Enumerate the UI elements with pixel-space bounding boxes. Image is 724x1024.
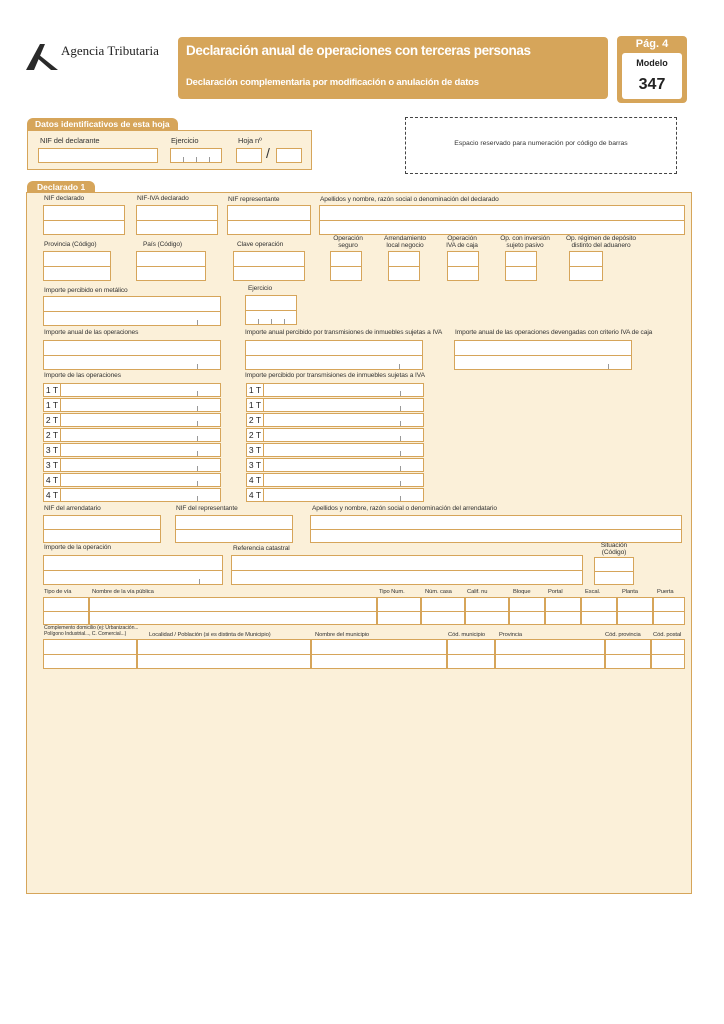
puerta-input[interactable] bbox=[653, 597, 685, 625]
quarter-row-right-6[interactable] bbox=[246, 458, 424, 472]
tipo-num-input[interactable] bbox=[377, 597, 421, 625]
agency-name: Agencia Tributaria bbox=[61, 43, 159, 58]
importe-operacion-input[interactable] bbox=[43, 555, 223, 585]
nif-representante-arr-label: NIF del representante bbox=[176, 505, 238, 512]
referencia-catastral-label: Referencia catastral bbox=[233, 545, 290, 552]
planta-label: Planta bbox=[622, 589, 638, 595]
pais-codigo-label: País (Código) bbox=[143, 241, 183, 248]
situacion-input[interactable] bbox=[594, 557, 634, 585]
declarado-tab: Declarado 1 bbox=[27, 181, 95, 194]
provincia-codigo-label: Provincia (Código) bbox=[44, 241, 97, 248]
agency-logo bbox=[24, 40, 60, 72]
quarter-row-left-6[interactable] bbox=[43, 458, 221, 472]
nif-representante-input[interactable] bbox=[227, 205, 311, 235]
nombre-via-label: Nombre de la vía pública bbox=[92, 589, 154, 595]
cod-provincia-input[interactable] bbox=[605, 639, 651, 669]
localidad-label: Localidad / Población (si es distinta de Municipio) bbox=[149, 632, 271, 638]
arrendamiento-label-2: local negocio bbox=[386, 242, 424, 249]
hoja-total-input[interactable] bbox=[276, 148, 302, 163]
quarter-row-left-2[interactable] bbox=[43, 398, 221, 412]
importe-operaciones-label: Importe de las operaciones bbox=[44, 372, 121, 379]
quarter-row-left-8[interactable] bbox=[43, 488, 221, 502]
quarter-label: 2 T bbox=[43, 428, 61, 442]
localidad-input[interactable] bbox=[137, 639, 311, 669]
hoja-panel bbox=[27, 130, 312, 170]
num-casa-input[interactable] bbox=[421, 597, 465, 625]
quarter-row-right-8[interactable] bbox=[246, 488, 424, 502]
op-inversion-label-2: sujeto pasivo bbox=[506, 242, 544, 249]
municipio-input[interactable] bbox=[311, 639, 447, 669]
nif-iva-label: NIF-IVA declarado bbox=[137, 195, 189, 202]
modelo-number: 347 bbox=[638, 76, 666, 93]
apellidos-arrendatario-input[interactable] bbox=[310, 515, 682, 543]
agency-logo-icon bbox=[24, 40, 60, 72]
arrendamiento-input[interactable] bbox=[388, 251, 420, 281]
importe-anual-caja-label: Importe anual de las operaciones devengadas con criterio IVA de caja bbox=[455, 329, 653, 336]
portal-label: Portal bbox=[548, 589, 563, 595]
cod-municipio-input[interactable] bbox=[447, 639, 495, 669]
num-casa-label: Núm. casa bbox=[425, 589, 452, 595]
quarter-label: 3 T bbox=[246, 458, 264, 472]
title-banner bbox=[178, 37, 608, 99]
op-seguro-label-2: seguro bbox=[338, 242, 358, 249]
importe-operacion-label: Importe de la operación bbox=[44, 544, 111, 551]
quarter-label: 4 T bbox=[43, 488, 61, 502]
op-iva-caja-label-1: Operación bbox=[447, 235, 477, 242]
cod-provincia-label: Cód. provincia bbox=[605, 632, 641, 638]
op-deposito-label-1: Op. régimen de depósito bbox=[566, 235, 636, 242]
cod-municipio-label: Cód. municipio bbox=[448, 632, 485, 638]
declarado-panel bbox=[26, 192, 692, 894]
quarter-row-left-1[interactable] bbox=[43, 383, 221, 397]
portal-input[interactable] bbox=[545, 597, 581, 625]
hoja-number-input[interactable] bbox=[236, 148, 262, 163]
quarter-label: 1 T bbox=[43, 383, 61, 397]
nif-declarado-label: NIF declarado bbox=[44, 195, 85, 202]
provincia-codigo-input[interactable] bbox=[43, 251, 111, 281]
hoja-section-title: Datos identificativos de esta hoja bbox=[27, 118, 178, 131]
quarter-label: 1 T bbox=[43, 398, 61, 412]
referencia-catastral-input[interactable] bbox=[231, 555, 583, 585]
provincia2-label: Provincia bbox=[499, 632, 522, 638]
provincia2-input[interactable] bbox=[495, 639, 605, 669]
quarter-row-left-3[interactable] bbox=[43, 413, 221, 427]
ejercicio-metalico-input[interactable] bbox=[245, 295, 297, 325]
importe-metalico-input[interactable] bbox=[43, 296, 221, 326]
calif-nu-input[interactable] bbox=[465, 597, 509, 625]
ejercicio-label: Ejercicio bbox=[171, 136, 199, 145]
cod-postal-input[interactable] bbox=[651, 639, 685, 669]
op-inversion-label-1: Op. con inversión bbox=[500, 235, 550, 242]
barcode-text: Espacio reservado para numeración por código de barras bbox=[454, 140, 628, 147]
municipio-label: Nombre del municipio bbox=[315, 632, 370, 638]
clave-operacion-label: Clave operación bbox=[237, 241, 284, 248]
tipo-num-label: Tipo Num. bbox=[379, 589, 405, 595]
quarter-label: 2 T bbox=[246, 413, 264, 427]
importe-anual-inmuebles-label: Importe anual percibido por transmisiones de inmuebles sujetas a IVA bbox=[245, 329, 443, 336]
situacion-label-1: Situación bbox=[600, 542, 628, 549]
importe-metalico-label: Importe percibido en metálico bbox=[44, 287, 128, 294]
quarter-label: 3 T bbox=[246, 443, 264, 457]
form-title: Declaración anual de operaciones con terceras personas bbox=[186, 43, 531, 58]
planta-input[interactable] bbox=[617, 597, 653, 625]
ejercicio-metalico-label: Ejercicio bbox=[248, 285, 273, 292]
op-iva-caja-label-2: IVA de caja bbox=[446, 242, 478, 249]
bloque-label: Bloque bbox=[513, 589, 531, 595]
quarter-label: 1 T bbox=[246, 383, 264, 397]
quarter-row-left-7[interactable] bbox=[43, 473, 221, 487]
nif-declarante-label: NIF del declarante bbox=[40, 136, 100, 145]
complemento-label-1: Complemento domicilio (ej: Urbanización... bbox=[44, 625, 139, 631]
importe-inmuebles-label: Importe percibido por transmisiones de inmuebles sujetas a IVA bbox=[245, 372, 425, 379]
clave-operacion-input[interactable] bbox=[233, 251, 305, 281]
quarter-label: 4 T bbox=[43, 473, 61, 487]
apellidos-arrendatario-label: Apellidos y nombre, razón social o denominación del arrendatario bbox=[312, 505, 497, 512]
barcode-area bbox=[405, 117, 677, 174]
quarter-label: 1 T bbox=[246, 398, 264, 412]
modelo-label: Modelo bbox=[636, 58, 668, 68]
apellidos-declarado-input[interactable] bbox=[319, 205, 685, 235]
quarter-label: 2 T bbox=[246, 428, 264, 442]
quarter-row-right-4[interactable] bbox=[246, 428, 424, 442]
quarter-label: 4 T bbox=[246, 473, 264, 487]
nif-representante-label: NIF representante bbox=[228, 196, 280, 203]
op-seguro-label-1: Operación bbox=[333, 235, 363, 242]
quarter-row-right-5[interactable] bbox=[246, 443, 424, 457]
op-iva-caja-input[interactable] bbox=[447, 251, 479, 281]
hoja-number-label: Hoja nº bbox=[238, 136, 262, 145]
nif-arrendatario-label: NIF del arrendatario bbox=[44, 505, 101, 512]
quarter-row-left-4[interactable] bbox=[43, 428, 221, 442]
bloque-input[interactable] bbox=[509, 597, 545, 625]
page-badge bbox=[617, 36, 687, 103]
op-inversion-input[interactable] bbox=[505, 251, 537, 281]
ejercicio-input[interactable] bbox=[170, 148, 222, 163]
situacion-label-2: (Código) bbox=[601, 549, 627, 556]
modelo-box bbox=[622, 53, 682, 99]
nif-iva-input[interactable] bbox=[136, 205, 218, 235]
quarter-label: 3 T bbox=[43, 458, 61, 472]
cod-postal-label: Cód. postal bbox=[653, 632, 682, 638]
apellidos-declarado-label: Apellidos y nombre, razón social o denominación del declarado bbox=[320, 196, 499, 203]
quarter-row-right-3[interactable] bbox=[246, 413, 424, 427]
tipo-via-label: Tipo de vía bbox=[44, 589, 72, 595]
importe-anual-input[interactable] bbox=[43, 340, 221, 370]
complemento-input[interactable] bbox=[43, 639, 137, 669]
escal-input[interactable] bbox=[581, 597, 617, 625]
op-deposito-label-2: distinto del aduanero bbox=[571, 242, 631, 249]
nif-representante-arr-input[interactable] bbox=[175, 515, 293, 543]
calif-nu-label: Calif. nu bbox=[467, 589, 488, 595]
quarter-row-right-7[interactable] bbox=[246, 473, 424, 487]
importe-anual-inmuebles-input[interactable] bbox=[245, 340, 423, 370]
quarter-label: 3 T bbox=[43, 443, 61, 457]
page-number: Pág. 4 bbox=[635, 38, 669, 50]
nif-declarado-input[interactable] bbox=[43, 205, 125, 235]
nif-declarante-input[interactable] bbox=[38, 148, 158, 163]
puerta-label: Puerta bbox=[657, 589, 674, 595]
op-seguro-input[interactable] bbox=[330, 251, 362, 281]
tipo-via-input[interactable] bbox=[43, 597, 89, 625]
op-deposito-input[interactable] bbox=[569, 251, 603, 281]
pais-codigo-input[interactable] bbox=[136, 251, 206, 281]
nif-arrendatario-input[interactable] bbox=[43, 515, 161, 543]
quarter-row-left-5[interactable] bbox=[43, 443, 221, 457]
importe-anual-caja-input[interactable] bbox=[454, 340, 632, 370]
quarter-label: 4 T bbox=[246, 488, 264, 502]
complemento-label-2: Polígono Industrial..., C. Comercial...) bbox=[44, 631, 127, 637]
quarter-label: 2 T bbox=[43, 413, 61, 427]
nombre-via-input[interactable] bbox=[89, 597, 377, 625]
quarter-row-right-1[interactable] bbox=[246, 383, 424, 397]
escal-label: Escal. bbox=[585, 589, 601, 595]
quarter-row-right-2[interactable] bbox=[246, 398, 424, 412]
form-subtitle: Declaración complementaria por modificación o anulación de datos bbox=[186, 77, 479, 88]
hoja-slash: / bbox=[266, 145, 270, 161]
arrendamiento-label-1: Arrendamiento bbox=[384, 235, 426, 242]
importe-anual-label: Importe anual de las operaciones bbox=[44, 329, 139, 336]
